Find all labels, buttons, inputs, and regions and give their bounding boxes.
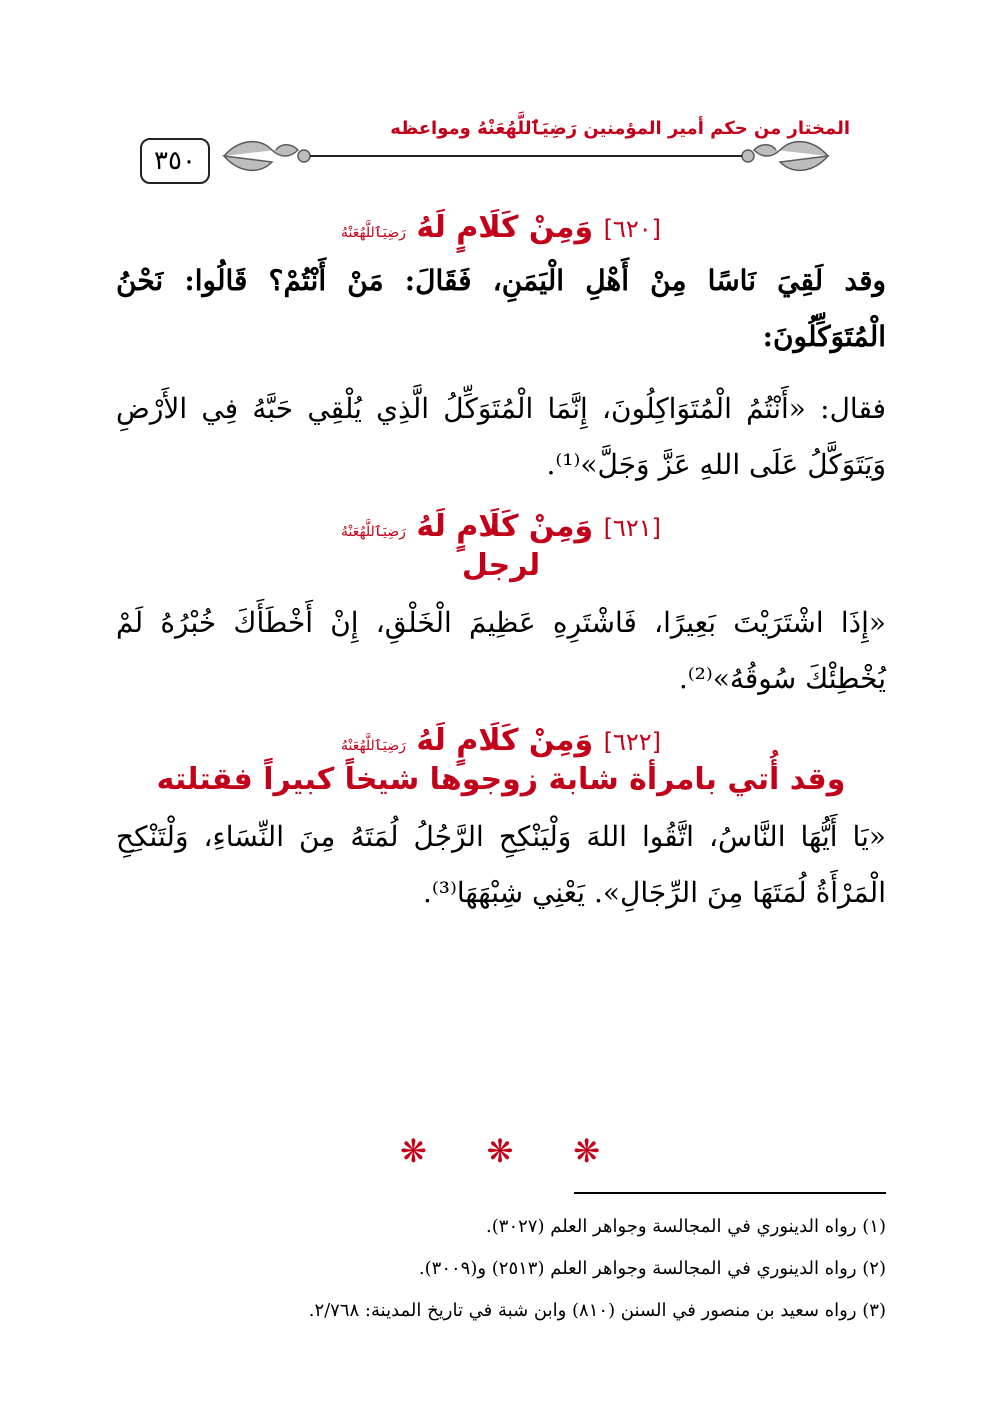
running-title: المختار من حكم أمير المؤمنين رَضِيَٱللَّهُعَنْهُ ومواعظه: [390, 118, 850, 139]
footnote-divider: [574, 1192, 886, 1194]
page-number: ٣٥٠: [140, 138, 210, 184]
honorific: رَضِيَٱللَّهُعَنْهُ: [340, 225, 406, 241]
main-content: [116, 200, 886, 937]
section-separator: [400, 1132, 600, 1170]
section-title: وَمِنْ كَلَامٍ لَهُ: [416, 509, 594, 544]
paragraph: «يَا أَيُّهَا النَّاسُ، اتَّقُوا اللهَ وَلْيَنْكِحِ الرَّجُلُ لُمَتَهُ مِنَ النِّسَاءِ، وَلْتَنْكِحِ الْمَرْأَةُ لُمَتَهَا مِنَ الرِّجَالِ». يَعْنِي شِبْهَهَا⁽³⁾.: [116, 820, 886, 909]
paragraph: «إِذَا اشْتَرَيْتَ بَعِيرًا، فَاشْتَرِهِ عَظِيمَ الْخَلْقِ، إِنْ أَخْطَأَكَ خُبْرُهُ لَمْ يُخْطِئْكَ سُوقُهُ»⁽²⁾.: [116, 606, 886, 695]
section-title: وَمِنْ كَلَامٍ لَهُ: [416, 210, 594, 245]
section-title: وَمِنْ كَلَامٍ لَهُ: [416, 723, 594, 758]
star-icon: ❋: [400, 1132, 427, 1170]
page-header: [120, 108, 890, 198]
section-number: [٦٢١]: [603, 514, 662, 542]
footnote: (٣) رواه سعيد بن منصور في السنن (٨١٠) وابن شبة في تاريخ المدينة: ٢/٧٦٨.: [308, 1300, 886, 1321]
section-heading: [116, 509, 886, 544]
honorific: رَضِيَٱللَّهُعَنْهُ: [340, 738, 406, 754]
paragraph: فقال: «أَنْتُمُ الْمُتَوَاكِلُونَ، إِنَّمَا الْمُتَوَكِّلُ الَّذِي يُلْقِي حَبَّهُ فِي الأَرْضِ وَيَتَوَكَّلُ عَلَى اللهِ عَزَّ وَجَلَّ»⁽¹⁾.: [116, 392, 886, 481]
section-621: [116, 509, 886, 707]
footnote: (٢) رواه الدينوري في المجالسة وجواهر العلم (٢٥١٣) و(٣٠٠٩).: [418, 1258, 886, 1279]
footnote: (١) رواه الدينوري في المجالسة وجواهر العلم (٣٠٢٧).: [486, 1216, 886, 1237]
section-heading: [116, 210, 886, 245]
star-icon: ❋: [573, 1132, 600, 1170]
section-620: [116, 210, 886, 493]
section-number: [٦٢٢]: [603, 728, 662, 756]
section-subheading: لرجل: [461, 548, 541, 583]
paragraph: وقد لَقِيَ نَاسًا مِنْ أَهْلِ الْيَمَنِ، فَقَالَ: مَنْ أَنْتُمْ؟ قَالُوا: نَحْنُ الْمُتَوَكِّلُونَ:: [116, 264, 886, 353]
star-icon: ❋: [486, 1132, 514, 1170]
section-number: [٦٢٠]: [603, 215, 662, 243]
honorific: رَضِيَٱللَّهُعَنْهُ: [340, 524, 406, 540]
section-subheading: وقد أُتي بامرأة شابة زوجوها شيخاً كبيراً فقتلته: [156, 762, 846, 797]
footnotes: [116, 1206, 886, 1332]
section-622: [116, 723, 886, 921]
section-heading: [116, 723, 886, 758]
